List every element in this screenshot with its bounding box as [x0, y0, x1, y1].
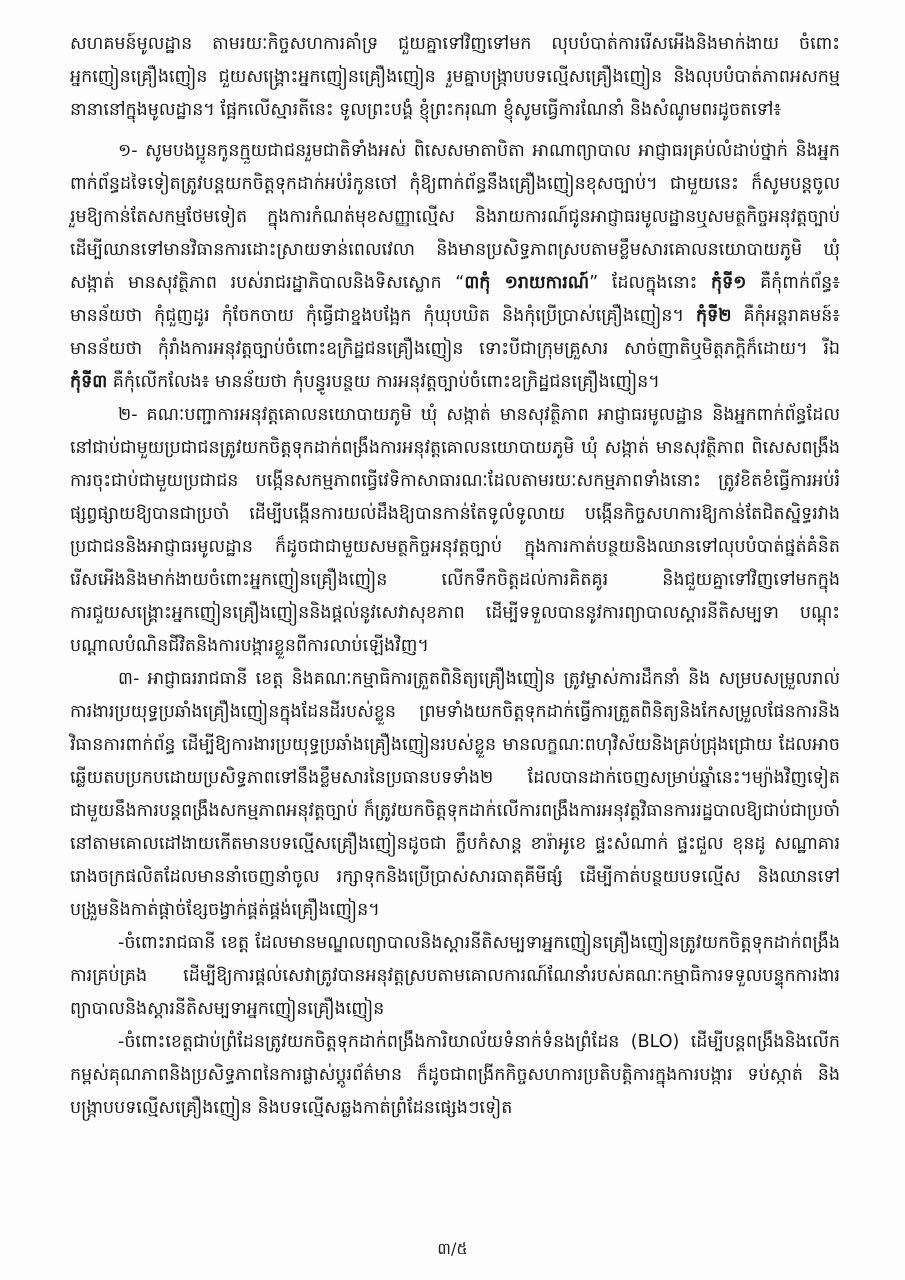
dont-3-label: កុំទី៣: [70, 372, 108, 392]
page-number: ៣/៥: [437, 1239, 468, 1258]
item-3-text: ៣- អាជ្ញាធររាជធានី ខេត្ត និងគណៈកម្មាធិការត្រួតពិនិត្យគ្រឿងញៀន ត្រូវម្ចាស់ការដឹកនាំ និង សម្របសម្រួលរាល់ការងារប្រយុទ្ធប្រឆាំងគ្រឿងញៀនក្នុងដែនដីរបស់ខ្លួន ព្រមទាំងយកចិត្តទុកដាក់ធ្វើការត្រួតពិនិត្យនិងកែសម្រួលផែនការនិងវិធានការពាក់ព័ន្ធ ដើម្បីឱ្យការងារប្រយុទ្ធប្រឆាំងគ្រឿងញៀនរបស់ខ្លួន មានលក្ខណៈពហុវិស័យនិងគ្រប់ជ្រុងជ្រោយ ដែលអាចឆ្លើយតបប្រកបដោយប្រសិទ្ធភាពទៅនឹងខ្លឹមសារនៃប្រធានបទទាំង២ ដែលបានដាក់ចេញសម្រាប់ឆ្នាំនេះ។ម្យ៉ាងវិញទៀតជាមួយនឹងការបន្តពង្រឹងសកម្មភាពអនុវត្តច្បាប់ ក៏ត្រូវយកចិត្តទុកដាក់លើការពង្រឹងការអនុវត្តវិធានការរដ្ឋបាលឱ្យជាប់ជាប្រចាំនៅតាមគោលដៅងាយកើតមានបទល្មើសគ្រឿងញៀនដូចជា ក្លឹបកំសាន្ត ខារ៉ាអូខេ ផ្ទះសំណាក់ ផ្ទះជួល ខុនដូ សណ្ឋាគារ រោងចក្រផលិតដែលមាននាំចេញនាំចូល រក្សាទុកនិងប្រើប្រាស់សារធាតុគីមីផ្សំ ដើម្បីកាត់បន្ថយបទល្មើស និងឈានទៅបង្រួមនិងកាត់ផ្តាច់ខ្សែចង្វាក់ផ្គត់ផ្គង់គ្រឿងញៀន។: [70, 669, 840, 920]
paragraph-item-1: [70, 135, 840, 399]
paragraph-sub-a: [70, 927, 840, 1026]
slogan-three-donts-one-report: ៣កុំ ១រាយការណ៍: [464, 273, 590, 293]
item-2-text: ២- គណៈបញ្ជាការអនុវត្តគោលនយោបាយភូមិ ឃុំ សង្កាត់ មានសុវត្ថិភាព អាជ្ញាធរមូលដ្ឋាន និងអ្នកពាក់ព័ន្ធដែលនៅជាប់ជាមួយប្រជាជនត្រូវយកចិត្តទុកដាក់ពង្រឹងការអនុវត្តគោលនយោបាយភូមិ ឃុំ សង្កាត់ មានសុវត្ថិភាព ពិសេសពង្រឹងការចុះជាប់ជាមួយប្រជាជន បង្កើនសកម្មភាពធ្វើវេទិកាសាធារណៈដែលតាមរយៈសកម្មភាពទាំងនោះ ត្រូវខិតខំធ្វើការអប់រំផ្សព្វផ្សាយឱ្យបានជាប្រចាំ ដើម្បីបង្កើនការយល់ដឹងឱ្យបានកាន់តែទូលំទូលាយ បង្កើនកិច្ចសហការឱ្យកាន់តែជិតស្និទ្ធរវាងប្រជាជននិងអាជ្ញាធរមូលដ្ឋាន ក៏ដូចជាជាមួយសមត្ថកិច្ចអនុវត្តច្បាប់ ក្នុងការកាត់បន្ថយនិងឈានទៅលុបបំបាត់ផ្នត់គំនិតរើសអើងនិងមាក់ងាយចំពោះអ្នកញៀនគ្រឿងញៀន លើកទឹកចិត្តដល់ការគិតគូរ និងជួយគ្នាទៅវិញទៅមកក្នុងការជួយសង្គ្រោះអ្នកញៀនគ្រឿងញៀននិងផ្តល់នូវសេវាសុខភាព ដើម្បីទទួលបាននូវការព្យាបាលស្តារនីតិសម្បទា បណ្តុះបណ្តាលបំណិនជីវិតនិងការបង្ការខ្លួនពីការលាប់ឡើងវិញ។: [70, 405, 840, 656]
paragraph-item-3: [70, 663, 840, 927]
item-1-text-a: ១- សូមបងប្អូនកូនក្មួយជាជនរួមជាតិទាំងអស់ ពិសេសមាតាបិតា អាណាព្យាបាល អាជ្ញាធរគ្រប់លំដាប់ថ្នាក់ និងអ្នកពាក់ព័ន្ធដទៃទៀតត្រូវបន្តយកចិត្តទុកដាក់អប់រំកូនចៅ កុំឱ្យពាក់ព័ន្ធនឹងគ្រឿងញៀនខុសច្បាប់។ ជាមួយនេះ ក៏សូមបន្តចូលរួមឱ្យកាន់តែសកម្មថែមទៀត ក្នុងការកំណត់មុខសញ្ញាល្មើស និងរាយការណ៍ជូនអាជ្ញាធរមូលដ្ឋានឬសមត្ថកិច្ចអនុវត្តច្បាប់ ដើម្បីឈានទៅមានវិធានការដោះស្រាយទាន់ពេលវេលា និងមានប្រសិទ្ធភាពស្របតាមខ្លឹមសារគោលនយោបាយភូមិ ឃុំ សង្កាត់ មានសុវត្ថិភាព របស់រាជរដ្ឋាភិបាលនិងទិសស្លោក “: [70, 141, 840, 293]
document-body: [70, 28, 840, 1125]
item-1-text-c: គឺកុំពាក់ព័ន្ធ៖ មានន័យថា កុំជួញដូរ កុំចែកចាយ កុំធ្វើជាខ្នងបង្អែក កុំឃុបឃិត និងកុំប្រើប្រាស់គ្រឿងញៀន។: [70, 273, 840, 326]
paragraph-intro: [70, 28, 840, 127]
item-1-text-e: គឺកុំលើកលែង៖ មានន័យថា កុំបន្ធូរបន្ថយ ការអនុវត្តច្បាប់ចំពោះឧក្រិដ្ឋជនគ្រឿងញៀន។: [107, 372, 660, 392]
dont-2-label: កុំទី២: [696, 306, 732, 326]
sub-b-text: -ចំពោះខេត្តជាប់ព្រំដែនត្រូវយកចិត្តទុកដាក់ពង្រឹងការិយាល័យទំនាក់ទំនងព្រំដែន (BLO) ដើម្បីបន្តពង្រឹងនិងលើកកម្ពស់គុណភាពនិងប្រសិទ្ធភាពនៃការផ្លាស់ប្តូរព័ត៌មាន ក៏ដូចជាពង្រីកកិច្ចសហការប្រតិបត្តិការក្នុងការបង្ការ ទប់ស្កាត់ និងបង្ក្រាបបទល្មើសគ្រឿងញៀន និងបទល្មើសឆ្លងកាត់ព្រំដែនផ្សេងៗទៀត: [70, 1032, 840, 1118]
item-1-text-d: គឺកុំអន្តរាគមន៍៖ មានន័យថា កុំរាំងការអនុវត្តច្បាប់ចំពោះឧក្រិដ្ឋជនគ្រឿងញៀន ទោះបីជាក្រុមគ្រួសារ សាច់ញាតិឬមិត្តភក្តិក៏ដោយ។ រីឯ: [70, 306, 841, 359]
paragraph-sub-b: [70, 1026, 840, 1125]
paragraph-item-2: [70, 399, 840, 663]
sub-a-text: -ចំពោះរាជធានី ខេត្ត ដែលមានមណ្ឌលព្យាបាលនិងស្តារនីតិសម្បទាអ្នកញៀនគ្រឿងញៀនត្រូវយកចិត្តទុកដាក់ពង្រឹងការគ្រប់គ្រង ដើម្បីឱ្យការផ្តល់សេវាត្រូវបានអនុវត្តស្របតាមគោលការណ៍ណែនាំរបស់គណៈកម្មាធិការទទួលបន្ទុកការងារព្យាបាលនិងស្តារនីតិសម្បទាអ្នកញៀនគ្រឿងញៀន: [70, 933, 840, 1019]
dont-1-label: កុំទី១: [710, 273, 747, 293]
item-1-text-b: ” ដែលក្នុងនោះ: [589, 273, 711, 293]
intro-text: សហគមន៍មូលដ្ឋាន តាមរយៈកិច្ចសហការគាំទ្រ ជួយគ្នាទៅវិញទៅមក លុបបំបាត់ការរើសអើងនិងមាក់ងាយ ចំពោះអ្នកញៀនគ្រឿងញៀន ជួយសង្គ្រោះអ្នកញៀនគ្រឿងញៀន រួមគ្នាបង្ក្រាបបទល្មើសគ្រឿងញៀន និងលុបបំបាត់ភាពអសកម្មនានានៅក្នុងមូលដ្ឋាន។ ផ្អែកលើស្មារតីនេះ ទូលព្រះបង្គំ ខ្ញុំព្រះករុណា ខ្ញុំសូមធ្វើការណែនាំ និងសំណូមពរដូចតទៅ៖: [70, 34, 840, 120]
